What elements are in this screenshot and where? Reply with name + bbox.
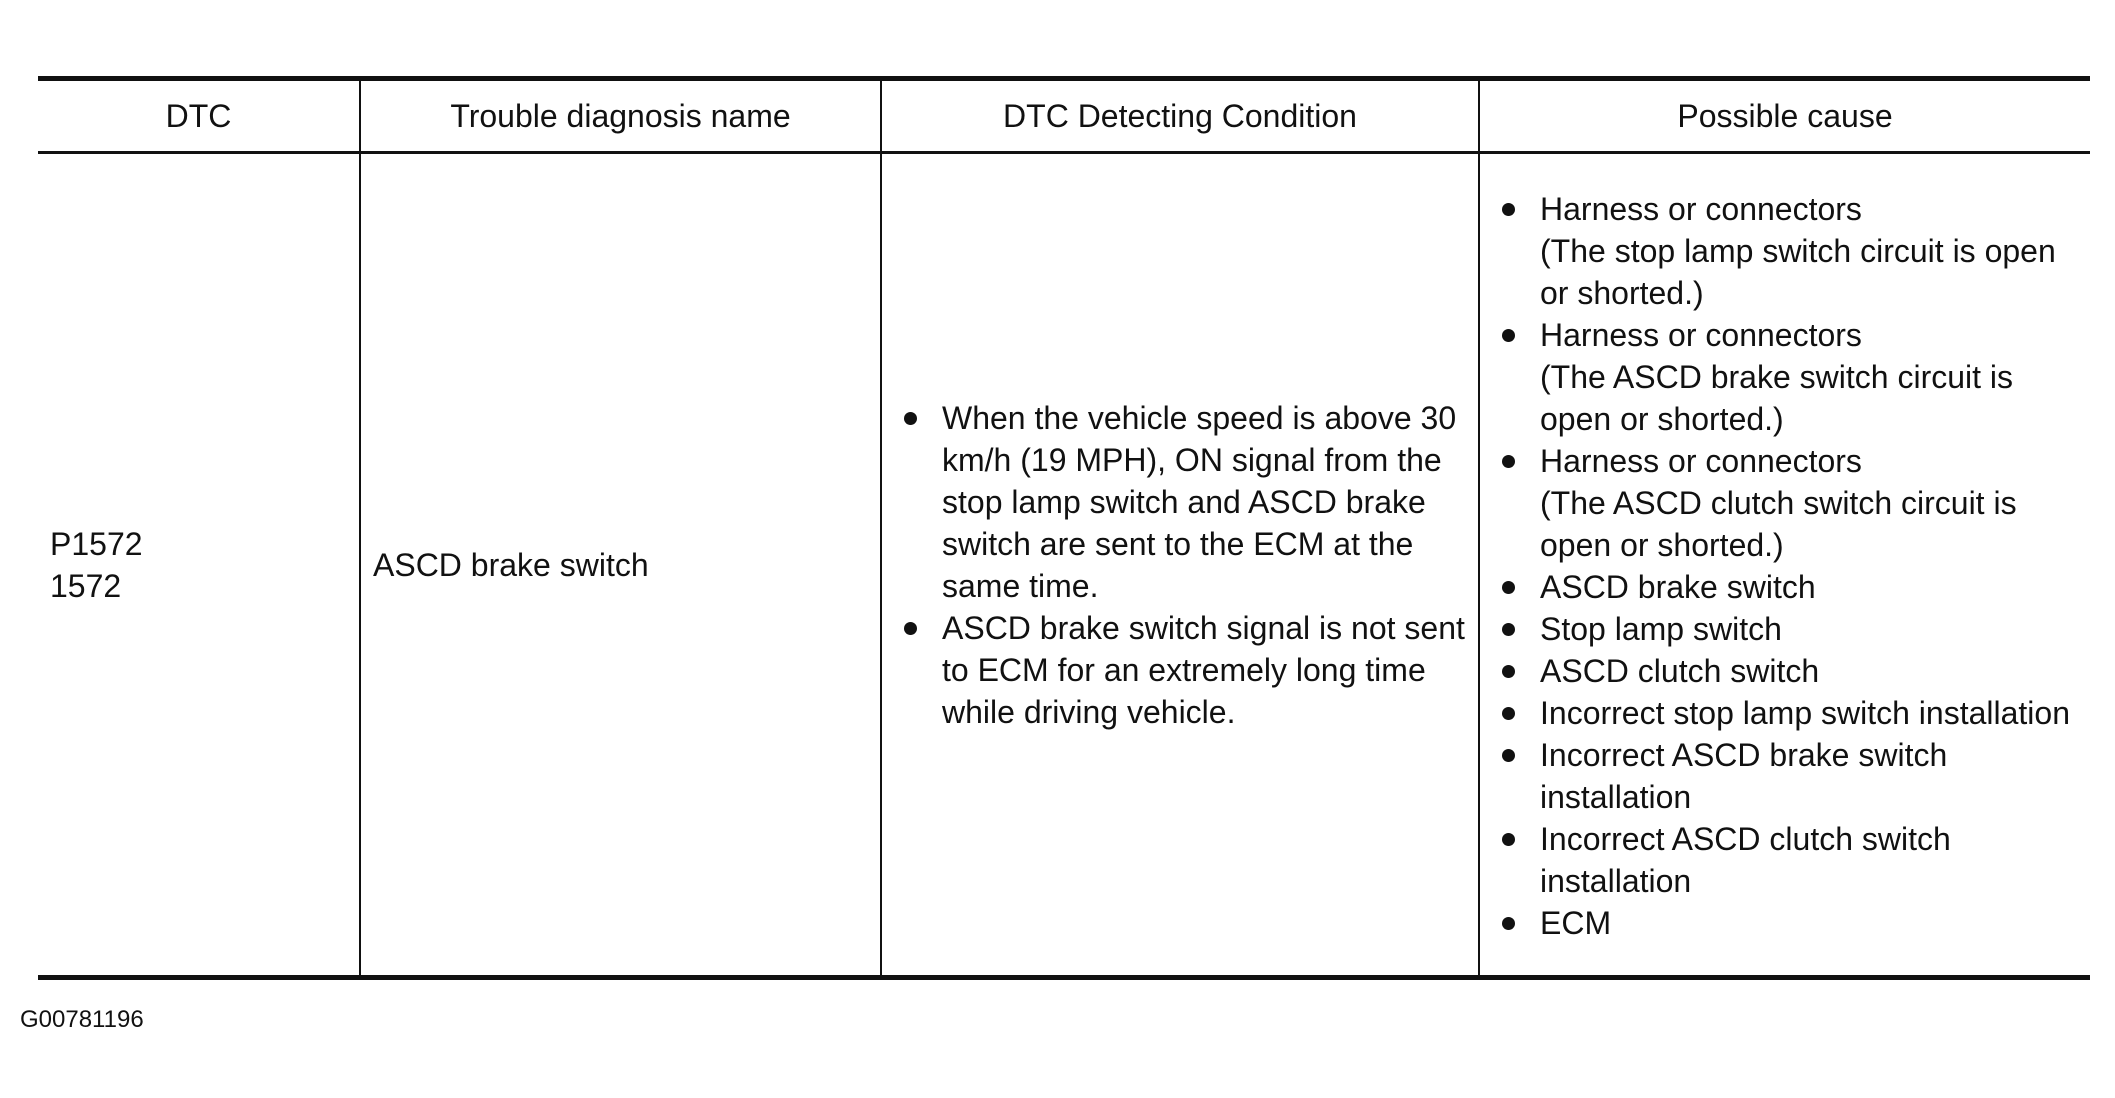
cause-item: Incorrect ASCD clutch switch installation (1492, 818, 2078, 902)
cause-item-text: Harness or connectors (1540, 442, 1862, 479)
cause-item: ASCD clutch switch (1492, 650, 2078, 692)
table-header-row (38, 79, 2090, 153)
condition-list (894, 397, 1466, 733)
cause-item: Incorrect ASCD brake switch installation (1492, 734, 2078, 818)
dtc-code-secondary: 1572 (50, 567, 122, 604)
cause-list (1492, 188, 2078, 944)
cause-item: ASCD brake switch (1492, 566, 2078, 608)
trouble-diagnosis-name-cell (360, 153, 881, 978)
possible-cause-cell (1479, 153, 2090, 978)
dtc-table-container (38, 76, 2090, 980)
dtc-code-primary: P1572 (50, 525, 143, 562)
cause-item: Incorrect stop lamp switch installation (1492, 692, 2078, 734)
header-dtc: DTC (38, 79, 360, 153)
cause-item-text: Harness or connectors (1540, 316, 1862, 353)
condition-item: ASCD brake switch signal is not sent to ECM for an extremely long time while driving vehicle. (894, 607, 1466, 733)
dtc-cell (38, 153, 360, 978)
cause-item (1492, 188, 2078, 314)
condition-item: When the vehicle speed is above 30 km/h (19 MPH), ON signal from the stop lamp switch and ASCD brake switch are sent to the ECM at the same time. (894, 397, 1466, 607)
figure-id: G00781196 (20, 1006, 144, 1033)
header-possible-cause: Possible cause (1479, 79, 2090, 153)
header-trouble-diagnosis-name: Trouble diagnosis name (360, 79, 881, 153)
cause-item-note: (The ASCD brake switch circuit is open or shorted.) (1540, 358, 2014, 437)
cause-item: Stop lamp switch (1492, 608, 2078, 650)
table-row (38, 153, 2090, 978)
detecting-condition-cell (881, 153, 1479, 978)
cause-item-note: (The stop lamp switch circuit is open or shorted.) (1540, 232, 2056, 311)
dtc-table (38, 76, 2090, 980)
cause-item (1492, 314, 2078, 440)
cause-item-note: (The ASCD clutch switch circuit is open or shorted.) (1540, 484, 2017, 563)
cause-item-text: Harness or connectors (1540, 190, 1862, 227)
cause-item: ECM (1492, 902, 2078, 944)
header-dtc-detecting-condition: DTC Detecting Condition (881, 79, 1479, 153)
trouble-diagnosis-name: ASCD brake switch (373, 546, 649, 583)
cause-item (1492, 440, 2078, 566)
